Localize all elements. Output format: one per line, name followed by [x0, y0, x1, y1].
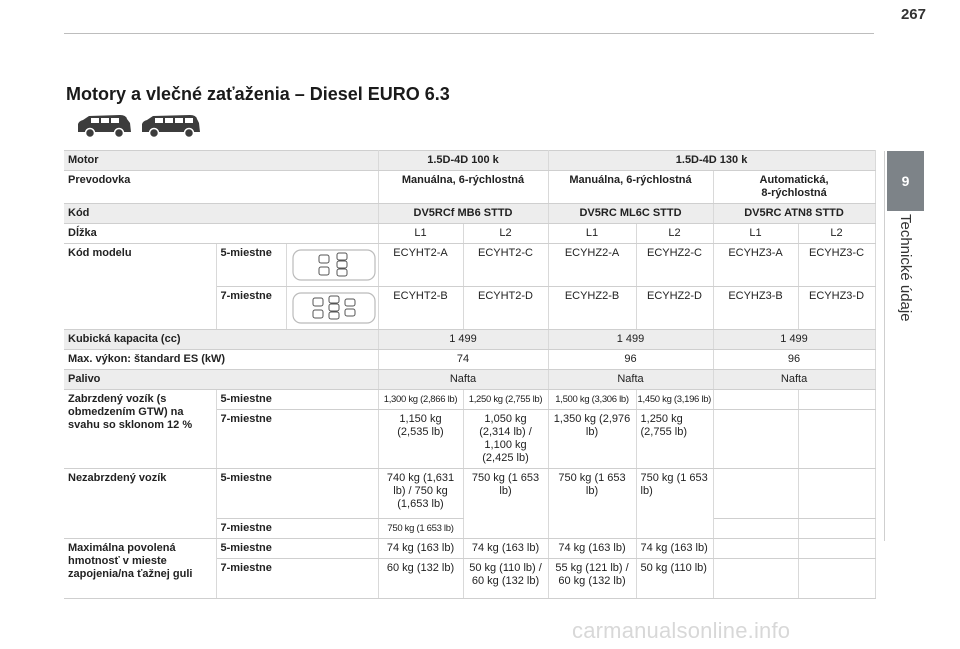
- seat-label: 7-miestne: [216, 519, 378, 539]
- table-cell: 96: [548, 350, 713, 370]
- seat-layout-5-icon: [286, 244, 378, 287]
- table-cell: 740 kg (1,631 lb) / 750 kg (1,653 lb): [378, 469, 463, 519]
- table-row: [64, 244, 875, 287]
- table-cell: 750 kg (1 653 lb): [636, 469, 713, 539]
- table-cell: 1,300 kg (2,866 lb): [378, 390, 463, 410]
- row-label: Zabrzdený vozík (s obmedzením GTW) na svahu so sklonom 12 %: [64, 390, 216, 469]
- seat-layout-7-icon: [286, 287, 378, 330]
- table-cell: [713, 469, 798, 519]
- table-cell: Manuálna, 6-rýchlostná: [378, 171, 548, 204]
- table-row: [64, 204, 875, 224]
- table-cell: ECYHZ2-A: [548, 244, 636, 287]
- table-cell: L1: [378, 224, 463, 244]
- table-cell: 96: [713, 350, 875, 370]
- seat-label: 5-miestne: [216, 469, 378, 519]
- table-row: [64, 224, 875, 244]
- car-icon: [74, 112, 136, 140]
- table-cell: 1,250 kg (2,755 lb): [636, 410, 713, 469]
- table-cell: DV5RC ML6C STTD: [548, 204, 713, 224]
- table-row: [64, 539, 875, 559]
- table-cell: L1: [548, 224, 636, 244]
- table-cell: [798, 559, 875, 599]
- seat-label: 5-miestne: [216, 244, 286, 287]
- table-cell: 1 499: [713, 330, 875, 350]
- table-cell: 750 kg (1 653 lb): [463, 469, 548, 539]
- table-cell: 1,050 kg (2,314 lb) / 1,100 kg (2,425 lb): [463, 410, 548, 469]
- table-cell: 1,250 kg (2,755 lb): [463, 390, 548, 410]
- table-cell: [713, 410, 798, 469]
- chapter-rule: [884, 151, 885, 541]
- seat-label: 5-miestne: [216, 390, 378, 410]
- table-cell: 50 kg (110 lb) / 60 kg (132 lb): [463, 559, 548, 599]
- table-cell: 750 kg (1 653 lb): [378, 519, 463, 539]
- table-cell: ECYHZ2-D: [636, 287, 713, 330]
- table-cell: [713, 559, 798, 599]
- row-label: Nezabrzdený vozík: [64, 469, 216, 539]
- table-cell: 1,500 kg (3,306 lb): [548, 390, 636, 410]
- table-cell: 55 kg (121 lb) / 60 kg (132 lb): [548, 559, 636, 599]
- row-label: Kód: [64, 204, 378, 224]
- table-cell: L2: [798, 224, 875, 244]
- table-cell: ECYHT2-C: [463, 244, 548, 287]
- table-cell: [713, 539, 798, 559]
- seat-label: 7-miestne: [216, 287, 286, 330]
- table-cell: Nafta: [713, 370, 875, 390]
- watermark: carmanualsonline.info: [572, 618, 791, 643]
- row-label: Maximálna povolená hmotnosť v mieste zapojenia/na ťažnej guli: [64, 539, 216, 599]
- table-cell: ECYHZ3-D: [798, 287, 875, 330]
- table-cell: ECYHZ3-B: [713, 287, 798, 330]
- table-cell: 750 kg (1 653 lb): [548, 469, 636, 539]
- table-cell: Nafta: [548, 370, 713, 390]
- page-number: 267: [900, 6, 926, 23]
- table-cell: [713, 390, 798, 410]
- row-label: Prevodovka: [64, 171, 378, 204]
- table-row: [64, 151, 875, 171]
- spec-table: [64, 150, 876, 599]
- row-label: Motor: [64, 151, 378, 171]
- row-label: Max. výkon: štandard ES (kW): [64, 350, 378, 370]
- table-cell: 74 kg (163 lb): [548, 539, 636, 559]
- row-label: Kód modelu: [64, 244, 216, 330]
- table-cell: [798, 539, 875, 559]
- car-long-icon: [140, 112, 202, 140]
- table-row: [64, 171, 875, 204]
- table-cell: 74 kg (163 lb): [378, 539, 463, 559]
- table-cell: [798, 519, 875, 539]
- table-cell: L2: [463, 224, 548, 244]
- seat-label: 7-miestne: [216, 410, 378, 469]
- table-cell: 60 kg (132 lb): [378, 559, 463, 599]
- table-row: [64, 350, 875, 370]
- table-row: [64, 469, 875, 519]
- chapter-title: Technické údaje: [897, 214, 914, 322]
- table-cell: Automatická, 8-rýchlostná: [713, 171, 875, 204]
- table-row: [64, 370, 875, 390]
- table-cell: ECYHT2-D: [463, 287, 548, 330]
- table-cell: L1: [713, 224, 798, 244]
- chapter-tab[interactable]: 9: [887, 151, 924, 211]
- table-cell: 1,450 kg (3,196 lb): [636, 390, 713, 410]
- table-cell: [798, 390, 875, 410]
- table-cell: L2: [636, 224, 713, 244]
- header-rule: [64, 33, 874, 34]
- table-cell: ECYHZ2-B: [548, 287, 636, 330]
- table-cell: 1 499: [378, 330, 548, 350]
- table-cell: DV5RCf MB6 STTD: [378, 204, 548, 224]
- table-cell: Manuálna, 6-rýchlostná: [548, 171, 713, 204]
- table-cell: [798, 469, 875, 519]
- table-row: [64, 390, 875, 410]
- table-cell: 50 kg (110 lb): [636, 559, 713, 599]
- page-title: Motory a vlečné zaťaženia – Diesel EURO 6.3: [66, 84, 450, 104]
- table-cell: 1 499: [548, 330, 713, 350]
- engine-header: 1.5D-4D 100 k: [378, 151, 548, 171]
- table-cell: 74: [378, 350, 548, 370]
- table-cell: 1,150 kg (2,535 lb): [378, 410, 463, 469]
- table-cell: [798, 410, 875, 469]
- row-label: Kubická kapacita (cc): [64, 330, 378, 350]
- table-cell: Nafta: [378, 370, 548, 390]
- table-cell: ECYHZ3-A: [713, 244, 798, 287]
- table-cell: [713, 519, 798, 539]
- engine-header: 1.5D-4D 130 k: [548, 151, 875, 171]
- seat-label: 5-miestne: [216, 539, 378, 559]
- table-cell: ECYHZ3-C: [798, 244, 875, 287]
- row-label: Dĺžka: [64, 224, 378, 244]
- table-cell: 74 kg (163 lb): [636, 539, 713, 559]
- table-cell: ECYHT2-B: [378, 287, 463, 330]
- table-cell: 74 kg (163 lb): [463, 539, 548, 559]
- table-cell: ECYHT2-A: [378, 244, 463, 287]
- table-cell: 1,350 kg (2,976 lb): [548, 410, 636, 469]
- table-row: [64, 330, 875, 350]
- seat-label: 7-miestne: [216, 559, 378, 599]
- row-label: Palivo: [64, 370, 378, 390]
- table-cell: DV5RC ATN8 STTD: [713, 204, 875, 224]
- table-cell: ECYHZ2-C: [636, 244, 713, 287]
